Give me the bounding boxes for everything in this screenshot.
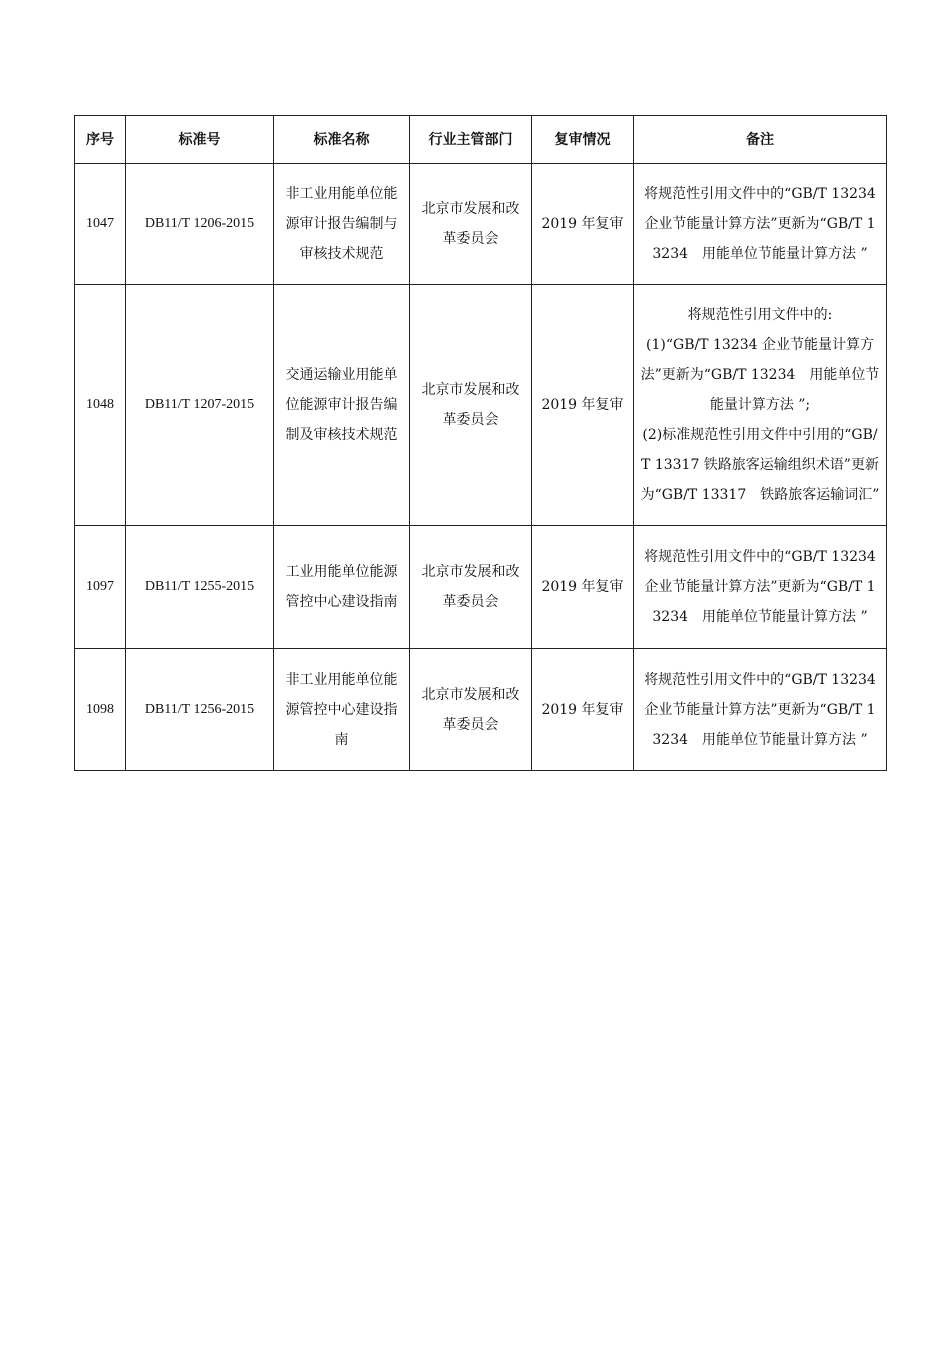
remark-line: 将规范性引用文件中的“GB/T 13234 企业节能量计算方法”更新为“GB/T 13234 用能单位节能量计算方法 ” [644, 186, 876, 262]
remark-line: (1)“GB/T 13234 企业节能量计算方法”更新为“GB/T 13234 用能单位节能量计算方法 ”; [640, 337, 880, 413]
header-standard-name: 标准名称 [274, 116, 410, 164]
header-serial-number: 序号 [75, 116, 126, 164]
row-serial-number: 1047 [75, 164, 126, 285]
row-standard-number: DB11/T 1255-2015 [126, 526, 274, 649]
remark-line: 将规范性引用文件中的“GB/T 13234 企业节能量计算方法”更新为“GB/T 13234 用能单位节能量计算方法 ” [644, 549, 876, 625]
table-row [75, 526, 887, 649]
table-row [75, 649, 887, 771]
row-standard-number: DB11/T 1256-2015 [126, 649, 274, 771]
row-standard-name: 非工业用能单位能源管控中心建设指南 [274, 649, 410, 771]
remark-line: 将规范性引用文件中的: [687, 307, 833, 323]
row-standard-number: DB11/T 1207-2015 [126, 285, 274, 526]
row-review-status: 2019 年复审 [532, 285, 634, 526]
row-standard-name: 工业用能单位能源管控中心建设指南 [274, 526, 410, 649]
table-row [75, 285, 887, 526]
row-department: 北京市发展和改革委员会 [410, 285, 532, 526]
header-remarks: 备注 [634, 116, 887, 164]
remark-line: (2)标准规范性引用文件中引用的“GB/T 13317 铁路旅客运输组织术语”更新为“GB/T 13317 铁路旅客运输词汇” [640, 427, 880, 503]
row-standard-name: 交通运输业用能单位能源审计报告编制及审核技术规范 [274, 285, 410, 526]
row-department: 北京市发展和改革委员会 [410, 526, 532, 649]
table-header-row [75, 116, 887, 164]
header-standard-number: 标准号 [126, 116, 274, 164]
row-review-status: 2019 年复审 [532, 649, 634, 771]
standards-review-table [74, 115, 887, 771]
row-remarks [634, 526, 887, 649]
row-remarks [634, 285, 887, 526]
table-row [75, 164, 887, 285]
row-remarks [634, 649, 887, 771]
row-department: 北京市发展和改革委员会 [410, 649, 532, 771]
header-review-status: 复审情况 [532, 116, 634, 164]
row-standard-name: 非工业用能单位能源审计报告编制与审核技术规范 [274, 164, 410, 285]
remark-line: 将规范性引用文件中的“GB/T 13234 企业节能量计算方法”更新为“GB/T 13234 用能单位节能量计算方法 ” [644, 671, 876, 748]
header-department: 行业主管部门 [410, 116, 532, 164]
row-standard-number: DB11/T 1206-2015 [126, 164, 274, 285]
row-review-status: 2019 年复审 [532, 526, 634, 649]
row-serial-number: 1048 [75, 285, 126, 526]
row-remarks [634, 164, 887, 285]
row-serial-number: 1098 [75, 649, 126, 771]
row-serial-number: 1097 [75, 526, 126, 649]
row-review-status: 2019 年复审 [532, 164, 634, 285]
row-department: 北京市发展和改革委员会 [410, 164, 532, 285]
